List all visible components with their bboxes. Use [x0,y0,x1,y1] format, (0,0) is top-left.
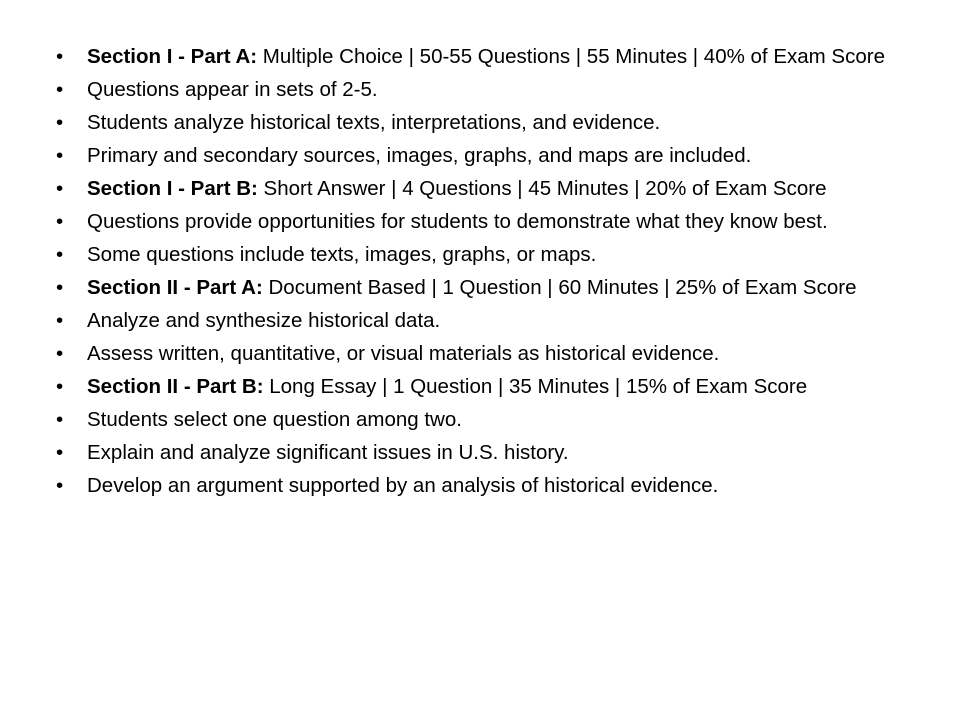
bullet-item [56,209,896,235]
bullet-item [56,110,896,136]
bullet-item [56,407,896,433]
bullet-item [56,473,896,499]
bullet-item [56,77,896,103]
bullet-marker: • [56,111,64,134]
bullet-text: Questions provide opportunities for students to demonstrate what they know best. [87,210,828,233]
bullet-marker: • [56,441,64,464]
bullet-item [56,341,896,367]
bullet-marker: • [56,177,64,200]
bullet-text: Questions appear in sets of 2-5. [87,78,378,101]
bullet-text: Students analyze historical texts, interpretations, and evidence. [87,111,661,134]
bullet-marker: • [56,342,64,365]
bullet-text: Short Answer | 4 Questions | 45 Minutes | 20% of Exam Score [257,177,827,200]
bullet-item [56,374,896,400]
bullet-text: Primary and secondary sources, images, graphs, and maps are included. [87,144,752,167]
bullet-marker: • [56,375,64,398]
bullet-bold-label: Section II - Part B: [87,375,264,398]
bullet-text: Assess written, quantitative, or visual materials as historical evidence. [87,342,720,365]
bullet-marker: • [56,78,64,101]
bullet-text: Students select one question among two. [87,408,462,431]
bullet-text: Document Based | 1 Question | 60 Minutes | 25% of Exam Score [262,276,857,299]
bullet-marker: • [56,276,64,299]
bullet-text: Analyze and synthesize historical data. [87,309,441,332]
bullet-text: Long Essay | 1 Question | 35 Minutes | 15% of Exam Score [263,375,808,398]
bullet-bold-label: Section II - Part A: [87,276,263,299]
bullet-text: Multiple Choice | 50-55 Questions | 55 Minutes | 40% of Exam Score [257,45,885,68]
bullet-marker: • [56,243,64,266]
bullet-marker: • [56,474,64,497]
bullet-text: Explain and analyze significant issues in U.S. history. [87,441,569,464]
bullet-marker: • [56,144,64,167]
bullet-item [56,440,896,466]
bullet-marker: • [56,408,64,431]
bullet-item [56,308,896,334]
bullet-item [56,242,896,268]
bullet-marker: • [56,210,64,233]
bullet-text: Some questions include texts, images, graphs, or maps. [87,243,597,266]
bullet-marker: • [56,309,64,332]
bullet-item [56,275,896,301]
bullet-item [56,176,896,202]
bullet-text: Develop an argument supported by an analysis of historical evidence. [87,474,719,497]
bullet-item [56,44,896,70]
bullet-list [56,44,896,506]
bullet-bold-label: Section I - Part A: [87,45,258,68]
bullet-marker: • [56,45,64,68]
bullet-bold-label: Section I - Part B: [87,177,258,200]
bullet-item [56,143,896,169]
